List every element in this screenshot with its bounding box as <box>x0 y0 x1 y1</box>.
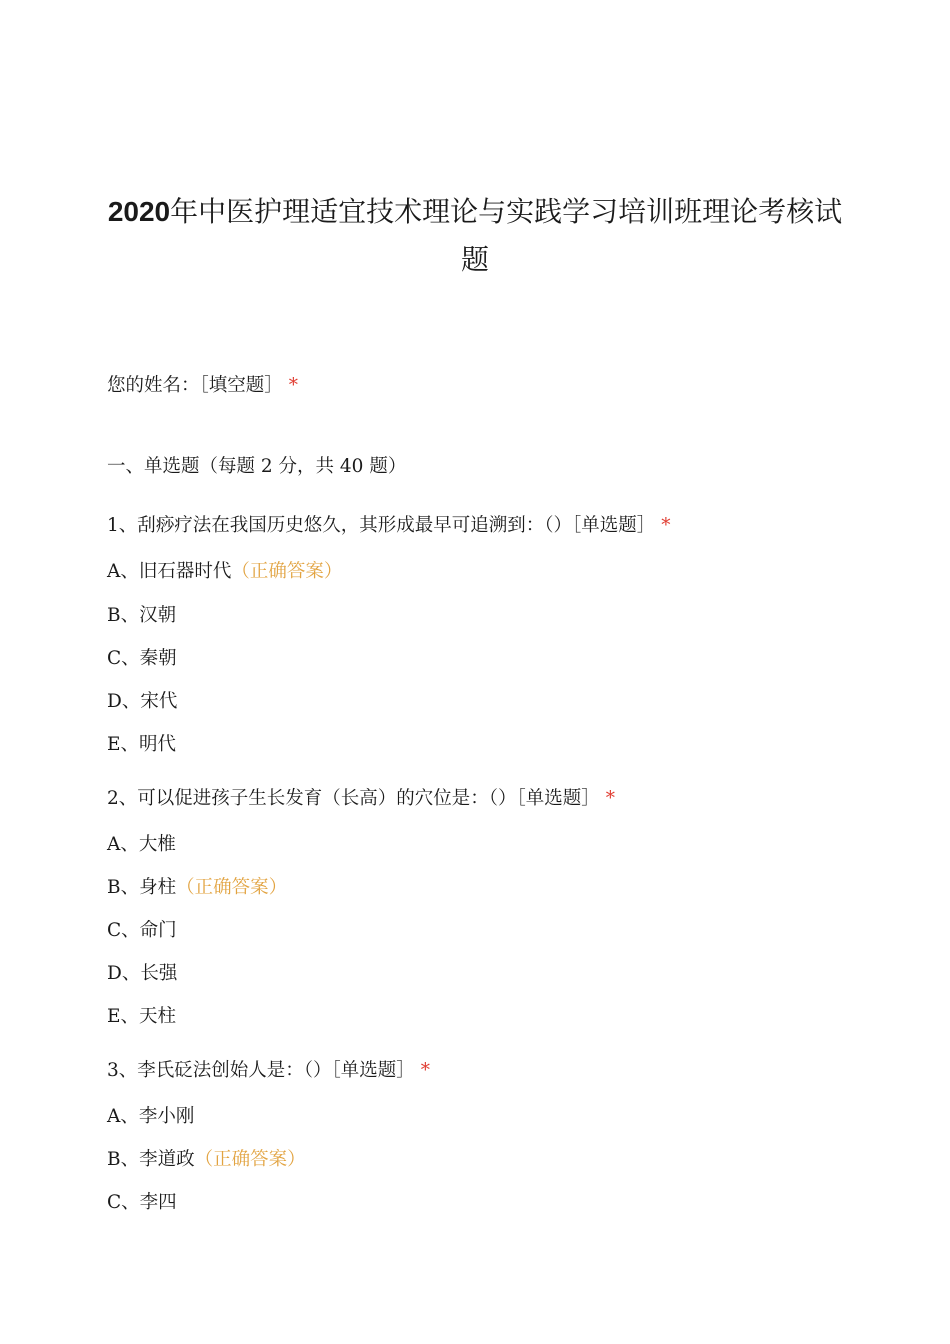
required-star: * <box>661 515 671 536</box>
required-star: * <box>420 1060 431 1081</box>
title-line2: 题 <box>460 243 489 276</box>
question-3-option-a[interactable]: A、李小刚 <box>107 1106 195 1127</box>
question-1-option-b[interactable]: B、汉朝 <box>107 605 177 626</box>
question-1-option-a[interactable] <box>107 560 342 584</box>
question-1-label: 1、刮痧疗法在我国历史悠久，其形成最早可追溯到：（）［单选题］ <box>107 515 656 536</box>
option-label: A、旧石器时代 <box>107 561 232 582</box>
name-label-text: 您的姓名：［填空题］ <box>107 375 283 396</box>
question-2-option-c[interactable]: C、命门 <box>107 920 177 941</box>
required-star: * <box>605 788 616 809</box>
page-title <box>100 188 850 284</box>
question-1-option-c[interactable]: C、秦朝 <box>107 648 177 669</box>
question-1-option-e[interactable]: E、明代 <box>107 734 177 755</box>
section-heading: 一、单选题（每题 2 分，共 40 题） <box>107 456 407 477</box>
question-3-text <box>107 1059 430 1083</box>
name-field-label <box>107 374 298 398</box>
question-3-label: 3、李氏砭法创始人是：（）［单选题］ <box>107 1060 415 1081</box>
option-label: B、身柱 <box>107 877 177 898</box>
question-2-option-d[interactable]: D、长强 <box>107 963 178 984</box>
option-label: B、李道政 <box>107 1149 195 1170</box>
title-line1: 年中医护理适宜技术理论与实践学习培训班理论考核试 <box>170 195 843 228</box>
question-3-option-b[interactable] <box>107 1148 306 1172</box>
question-2-option-a[interactable]: A、大椎 <box>107 834 176 855</box>
correct-answer-badge: （正确答案） <box>176 877 288 898</box>
question-2-option-b[interactable] <box>107 876 287 900</box>
question-2-label: 2、可以促进孩子生长发育（长高）的穴位是：（）［单选题］ <box>107 788 600 809</box>
question-2-text <box>107 787 615 811</box>
question-3-option-c[interactable]: C、李四 <box>107 1192 177 1213</box>
correct-answer-badge: （正确答案） <box>194 1149 306 1170</box>
required-star: * <box>288 375 299 396</box>
title-year: 2020 <box>107 196 171 227</box>
question-1-text <box>107 514 671 538</box>
correct-answer-badge: （正确答案） <box>231 561 343 582</box>
question-2-option-e[interactable]: E、天柱 <box>107 1006 177 1027</box>
question-1-option-d[interactable]: D、宋代 <box>107 691 178 712</box>
